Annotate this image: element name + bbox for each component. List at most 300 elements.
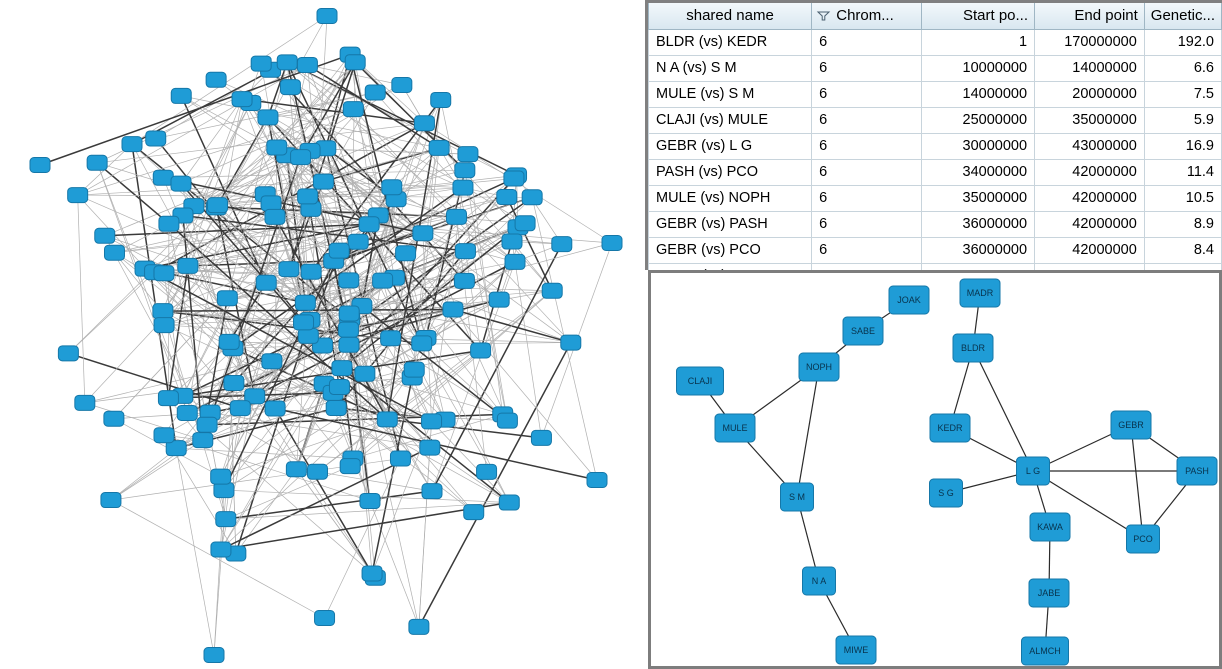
sub-network-node[interactable]: [953, 334, 993, 362]
main-network-node[interactable]: [404, 362, 424, 377]
main-network-node[interactable]: [355, 366, 375, 381]
cell-end_point[interactable]: 42000000: [1035, 211, 1145, 237]
main-network-node[interactable]: [429, 140, 449, 155]
main-network-node[interactable]: [211, 542, 231, 557]
node-rect[interactable]: [355, 366, 375, 381]
table-row[interactable]: [649, 211, 1222, 237]
sub-network-node[interactable]: [677, 367, 724, 395]
node-rect[interactable]: [317, 9, 337, 24]
table-row[interactable]: [649, 29, 1222, 55]
node-rect[interactable]: [171, 88, 191, 103]
main-network-node[interactable]: [339, 273, 359, 288]
cell-start_point[interactable]: 36000000: [921, 237, 1034, 263]
node-rect[interactable]: [177, 405, 197, 420]
column-header-shared-name[interactable]: [649, 3, 812, 29]
cell-chrom[interactable]: 6: [812, 185, 922, 211]
main-network-node[interactable]: [497, 190, 517, 205]
main-network-node[interactable]: [217, 291, 237, 306]
node-rect[interactable]: [206, 72, 226, 87]
sub-network-node[interactable]: [1017, 457, 1050, 485]
node-rect[interactable]: [87, 155, 107, 170]
cell-genetic[interactable]: 6.6: [1144, 55, 1221, 81]
node-rect[interactable]: [154, 428, 174, 443]
node-rect[interactable]: [298, 189, 318, 204]
cell-start_point[interactable]: 34000000: [921, 159, 1034, 185]
node-rect[interactable]: [412, 336, 432, 351]
node-rect[interactable]: [431, 92, 451, 107]
main-network-node[interactable]: [122, 137, 142, 152]
main-network-node[interactable]: [267, 140, 287, 155]
cell-shared_name[interactable]: BLDR (vs) KEDR: [649, 29, 812, 55]
main-network-node[interactable]: [505, 254, 525, 269]
cell-end_point[interactable]: 42000000: [1035, 185, 1145, 211]
main-network-node[interactable]: [422, 484, 442, 499]
main-network-node[interactable]: [447, 209, 467, 224]
sub-network-node[interactable]: [889, 286, 929, 314]
cell-chrom[interactable]: 6: [812, 55, 922, 81]
cell-chrom[interactable]: 6: [812, 159, 922, 185]
main-network-node[interactable]: [422, 414, 442, 429]
node-rect[interactable]: [348, 234, 368, 249]
main-network-node[interactable]: [339, 306, 359, 321]
node-rect[interactable]: [280, 80, 300, 95]
table-row[interactable]: [649, 237, 1222, 263]
cell-end_point[interactable]: 42000000: [1035, 237, 1145, 263]
filter-icon[interactable]: [818, 8, 829, 25]
sub-network-canvas[interactable]: [651, 273, 1219, 666]
main-network-node[interactable]: [261, 196, 281, 211]
cell-genetic[interactable]: 11.4: [1144, 159, 1221, 185]
cell-shared_name[interactable]: N A (vs) S M: [649, 55, 812, 81]
cell-start_point[interactable]: 25000000: [921, 107, 1034, 133]
node-rect[interactable]: [360, 493, 380, 508]
main-network-node[interactable]: [315, 610, 335, 625]
sub-network-view[interactable]: [648, 270, 1222, 669]
node-rect[interactable]: [552, 237, 572, 252]
cell-start_point[interactable]: 14000000: [921, 81, 1034, 107]
node-rect[interactable]: [339, 273, 359, 288]
main-network-node[interactable]: [154, 266, 174, 281]
sub-network-node[interactable]: [930, 479, 963, 507]
cell-start_point[interactable]: 35000000: [921, 185, 1034, 211]
main-network-node[interactable]: [177, 405, 197, 420]
cell-start_point[interactable]: 36000000: [921, 211, 1034, 237]
node-rect[interactable]: [458, 147, 478, 162]
main-network-node[interactable]: [362, 566, 382, 581]
node-rect[interactable]: [153, 170, 173, 185]
node-rect[interactable]: [489, 292, 509, 307]
node-rect[interactable]: [178, 258, 198, 273]
main-network-node[interactable]: [279, 262, 299, 277]
column-header-genetic[interactable]: [1144, 3, 1221, 29]
main-network-node[interactable]: [359, 217, 379, 232]
main-network-node[interactable]: [420, 440, 440, 455]
node-rect[interactable]: [390, 451, 410, 466]
node-rect[interactable]: [404, 362, 424, 377]
node-rect[interactable]: [464, 505, 484, 520]
main-network-node[interactable]: [502, 234, 522, 249]
node-rect[interactable]: [315, 610, 335, 625]
main-network-node[interactable]: [345, 55, 365, 70]
main-network-node[interactable]: [295, 295, 315, 310]
node-rect[interactable]: [443, 302, 463, 317]
main-network-node[interactable]: [377, 412, 397, 427]
node-rect[interactable]: [359, 217, 379, 232]
cell-end_point[interactable]: 14000000: [1035, 55, 1145, 81]
main-network-node[interactable]: [104, 245, 124, 260]
sub-network-node[interactable]: [1177, 457, 1217, 485]
node-rect[interactable]: [68, 188, 88, 203]
main-network-node[interactable]: [193, 433, 213, 448]
sub-network-node[interactable]: [803, 567, 836, 595]
node-rect[interactable]: [154, 318, 174, 333]
main-network-node[interactable]: [396, 246, 416, 261]
node-rect[interactable]: [339, 306, 359, 321]
main-network-node[interactable]: [206, 72, 226, 87]
node-rect[interactable]: [232, 92, 252, 107]
sub-network-node[interactable]: [1127, 525, 1160, 553]
main-network-node[interactable]: [412, 336, 432, 351]
node-rect[interactable]: [211, 542, 231, 557]
node-rect[interactable]: [265, 209, 285, 224]
main-network-node[interactable]: [307, 464, 327, 479]
main-network-node[interactable]: [365, 85, 385, 100]
cell-chrom[interactable]: 6: [812, 29, 922, 55]
node-rect[interactable]: [153, 304, 173, 319]
main-network-node[interactable]: [197, 417, 217, 432]
node-rect[interactable]: [197, 417, 217, 432]
node-rect[interactable]: [279, 262, 299, 277]
main-network-node[interactable]: [258, 110, 278, 125]
node-rect[interactable]: [477, 464, 497, 479]
node-rect[interactable]: [447, 209, 467, 224]
node-rect[interactable]: [294, 315, 314, 330]
node-rect[interactable]: [326, 401, 346, 416]
cell-chrom[interactable]: 6: [812, 237, 922, 263]
cell-chrom[interactable]: 6: [812, 81, 922, 107]
node-rect[interactable]: [230, 401, 250, 416]
cell-genetic[interactable]: 10.5: [1144, 185, 1221, 211]
node-rect[interactable]: [338, 322, 358, 337]
node-rect[interactable]: [298, 328, 318, 343]
node-rect[interactable]: [382, 180, 402, 195]
main-network-node[interactable]: [531, 430, 551, 445]
main-network-node[interactable]: [87, 155, 107, 170]
sub-network-node[interactable]: [1030, 513, 1070, 541]
node-rect[interactable]: [95, 228, 115, 243]
node-rect[interactable]: [502, 234, 522, 249]
node-rect[interactable]: [339, 337, 359, 352]
main-network-node[interactable]: [455, 244, 475, 259]
main-network-node[interactable]: [204, 648, 224, 663]
main-network-node[interactable]: [414, 116, 434, 131]
main-network-node[interactable]: [232, 92, 252, 107]
main-network-node[interactable]: [68, 188, 88, 203]
main-network-node[interactable]: [58, 346, 78, 361]
column-header-chromosome[interactable]: [812, 3, 922, 29]
node-rect[interactable]: [251, 56, 271, 71]
node-rect[interactable]: [420, 440, 440, 455]
main-network-node[interactable]: [587, 473, 607, 488]
cell-shared_name[interactable]: MULE (vs) NOPH: [649, 185, 812, 211]
main-network-node[interactable]: [286, 462, 306, 477]
main-network-node[interactable]: [153, 304, 173, 319]
node-rect[interactable]: [602, 236, 622, 251]
cell-start_point[interactable]: 10000000: [921, 55, 1034, 81]
main-network-node[interactable]: [291, 150, 311, 165]
results-table[interactable]: [648, 3, 1222, 290]
node-rect[interactable]: [409, 619, 429, 634]
cell-genetic[interactable]: 8.4: [1144, 237, 1221, 263]
column-header-end-point[interactable]: [1035, 3, 1145, 29]
main-network-node[interactable]: [294, 315, 314, 330]
node-rect[interactable]: [531, 430, 551, 445]
main-network-node[interactable]: [297, 57, 317, 72]
main-network-node[interactable]: [373, 273, 393, 288]
main-network-node[interactable]: [602, 236, 622, 251]
node-rect[interactable]: [587, 473, 607, 488]
cell-shared_name[interactable]: GEBR (vs) L G: [649, 133, 812, 159]
main-network-node[interactable]: [552, 237, 572, 252]
main-network-node[interactable]: [313, 174, 333, 189]
cell-shared_name[interactable]: GEBR (vs) PCO: [649, 237, 812, 263]
main-network-node[interactable]: [211, 469, 231, 484]
cell-end_point[interactable]: 43000000: [1035, 133, 1145, 159]
node-rect[interactable]: [104, 411, 124, 426]
main-network-node[interactable]: [497, 413, 517, 428]
node-rect[interactable]: [362, 566, 382, 581]
node-rect[interactable]: [365, 85, 385, 100]
table-row[interactable]: [649, 159, 1222, 185]
node-rect[interactable]: [193, 433, 213, 448]
node-rect[interactable]: [455, 163, 475, 178]
main-network-node[interactable]: [477, 464, 497, 479]
node-rect[interactable]: [329, 379, 349, 394]
main-network-node[interactable]: [262, 354, 282, 369]
main-network-node[interactable]: [455, 163, 475, 178]
node-rect[interactable]: [146, 131, 166, 146]
main-network-node[interactable]: [382, 180, 402, 195]
node-rect[interactable]: [422, 414, 442, 429]
main-network-node[interactable]: [454, 273, 474, 288]
main-network-node[interactable]: [154, 428, 174, 443]
node-rect[interactable]: [340, 459, 360, 474]
node-rect[interactable]: [171, 176, 191, 191]
node-rect[interactable]: [262, 354, 282, 369]
main-network-node[interactable]: [431, 92, 451, 107]
main-network-node[interactable]: [453, 180, 473, 195]
cell-genetic[interactable]: 5.9: [1144, 107, 1221, 133]
main-network-node[interactable]: [95, 228, 115, 243]
main-network-node[interactable]: [413, 226, 433, 241]
node-rect[interactable]: [422, 484, 442, 499]
node-rect[interactable]: [216, 512, 236, 527]
main-network-node[interactable]: [298, 328, 318, 343]
main-network-node[interactable]: [158, 391, 178, 406]
main-network-node[interactable]: [338, 322, 358, 337]
node-rect[interactable]: [214, 483, 234, 498]
node-rect[interactable]: [158, 391, 178, 406]
node-rect[interactable]: [373, 273, 393, 288]
node-rect[interactable]: [217, 291, 237, 306]
node-rect[interactable]: [497, 413, 517, 428]
main-network-node[interactable]: [561, 335, 581, 350]
main-network-node[interactable]: [171, 88, 191, 103]
node-rect[interactable]: [504, 171, 524, 186]
main-network-node[interactable]: [208, 198, 228, 213]
node-rect[interactable]: [295, 295, 315, 310]
cell-genetic[interactable]: 192.0: [1144, 29, 1221, 55]
main-network-node[interactable]: [329, 243, 349, 258]
node-rect[interactable]: [122, 137, 142, 152]
node-rect[interactable]: [307, 464, 327, 479]
node-rect[interactable]: [313, 174, 333, 189]
cell-shared_name[interactable]: PASH (vs) PCO: [649, 159, 812, 185]
main-network-node[interactable]: [443, 302, 463, 317]
node-rect[interactable]: [542, 283, 562, 298]
node-rect[interactable]: [258, 110, 278, 125]
sub-network-node[interactable]: [799, 353, 839, 381]
main-network-node[interactable]: [343, 102, 363, 117]
node-rect[interactable]: [453, 180, 473, 195]
main-network-node[interactable]: [499, 495, 519, 510]
node-rect[interactable]: [471, 343, 491, 358]
main-network-node[interactable]: [178, 258, 198, 273]
node-rect[interactable]: [101, 493, 121, 508]
cell-genetic[interactable]: 8.9: [1144, 211, 1221, 237]
node-rect[interactable]: [329, 243, 349, 258]
main-network-node[interactable]: [464, 505, 484, 520]
main-network-node[interactable]: [489, 292, 509, 307]
node-rect[interactable]: [286, 462, 306, 477]
results-table-panel[interactable]: [645, 0, 1222, 270]
node-rect[interactable]: [219, 334, 239, 349]
table-row[interactable]: [649, 133, 1222, 159]
table-row[interactable]: [649, 185, 1222, 211]
cell-start_point[interactable]: 30000000: [921, 133, 1034, 159]
cell-shared_name[interactable]: GEBR (vs) PASH: [649, 211, 812, 237]
main-network-node[interactable]: [458, 147, 478, 162]
node-rect[interactable]: [414, 116, 434, 131]
main-network-node[interactable]: [329, 379, 349, 394]
sub-network-node[interactable]: [843, 317, 883, 345]
main-network-node[interactable]: [154, 318, 174, 333]
main-network-node[interactable]: [542, 283, 562, 298]
main-network-node[interactable]: [381, 331, 401, 346]
table-row[interactable]: [649, 107, 1222, 133]
main-network-node[interactable]: [101, 493, 121, 508]
node-rect[interactable]: [499, 495, 519, 510]
main-network-node[interactable]: [326, 401, 346, 416]
cell-chrom[interactable]: 6: [812, 211, 922, 237]
main-network-node[interactable]: [230, 401, 250, 416]
node-rect[interactable]: [454, 273, 474, 288]
cell-chrom[interactable]: 6: [812, 107, 922, 133]
node-rect[interactable]: [455, 244, 475, 259]
node-rect[interactable]: [208, 198, 228, 213]
node-rect[interactable]: [261, 196, 281, 211]
main-network-node[interactable]: [339, 337, 359, 352]
node-rect[interactable]: [561, 335, 581, 350]
main-network-node[interactable]: [348, 234, 368, 249]
node-rect[interactable]: [345, 55, 365, 70]
cell-shared_name[interactable]: CLAJI (vs) MULE: [649, 107, 812, 133]
main-network-node[interactable]: [216, 512, 236, 527]
main-network-node[interactable]: [224, 375, 244, 390]
node-rect[interactable]: [154, 266, 174, 281]
cell-end_point[interactable]: 170000000: [1035, 29, 1145, 55]
main-network-node[interactable]: [360, 493, 380, 508]
main-network-node[interactable]: [75, 395, 95, 410]
cell-end_point[interactable]: 35000000: [1035, 107, 1145, 133]
node-rect[interactable]: [104, 245, 124, 260]
node-rect[interactable]: [159, 216, 179, 231]
cell-genetic[interactable]: 16.9: [1144, 133, 1221, 159]
main-network-node[interactable]: [171, 176, 191, 191]
cell-chrom[interactable]: 6: [812, 133, 922, 159]
node-rect[interactable]: [256, 275, 276, 290]
cell-genetic[interactable]: 7.5: [1144, 81, 1221, 107]
main-network-node[interactable]: [265, 209, 285, 224]
main-network-node[interactable]: [409, 619, 429, 634]
cell-end_point[interactable]: 20000000: [1035, 81, 1145, 107]
main-network-node[interactable]: [104, 411, 124, 426]
sub-network-node[interactable]: [715, 414, 755, 442]
main-network-node[interactable]: [251, 56, 271, 71]
node-rect[interactable]: [58, 346, 78, 361]
node-rect[interactable]: [332, 361, 352, 376]
node-rect[interactable]: [377, 412, 397, 427]
main-network-node[interactable]: [317, 9, 337, 24]
node-rect[interactable]: [381, 331, 401, 346]
main-network-node[interactable]: [332, 361, 352, 376]
sub-network-node[interactable]: [836, 636, 876, 664]
main-network-node[interactable]: [265, 401, 285, 416]
main-network-node[interactable]: [340, 459, 360, 474]
main-network-node[interactable]: [392, 78, 412, 93]
sub-network-node[interactable]: [1022, 637, 1069, 665]
node-rect[interactable]: [343, 102, 363, 117]
main-network-node[interactable]: [298, 189, 318, 204]
column-header-start-point[interactable]: [921, 3, 1034, 29]
main-network-node[interactable]: [30, 158, 50, 173]
node-rect[interactable]: [30, 158, 50, 173]
node-rect[interactable]: [413, 226, 433, 241]
main-network-node[interactable]: [515, 216, 535, 231]
node-rect[interactable]: [277, 55, 297, 70]
table-row[interactable]: [649, 81, 1222, 107]
cell-end_point[interactable]: 42000000: [1035, 159, 1145, 185]
node-rect[interactable]: [265, 401, 285, 416]
node-rect[interactable]: [297, 57, 317, 72]
main-network-node[interactable]: [504, 171, 524, 186]
main-network-node[interactable]: [301, 264, 321, 279]
node-rect[interactable]: [291, 150, 311, 165]
main-network-node[interactable]: [522, 190, 542, 205]
node-rect[interactable]: [497, 190, 517, 205]
sub-network-node[interactable]: [1111, 411, 1151, 439]
main-network-node[interactable]: [219, 334, 239, 349]
cell-start_point[interactable]: 1: [921, 29, 1034, 55]
sub-network-node[interactable]: [781, 483, 814, 511]
node-rect[interactable]: [211, 469, 231, 484]
cell-shared_name[interactable]: MULE (vs) S M: [649, 81, 812, 107]
node-rect[interactable]: [522, 190, 542, 205]
table-body[interactable]: [649, 29, 1222, 289]
node-rect[interactable]: [204, 648, 224, 663]
main-network-node[interactable]: [280, 80, 300, 95]
main-network-node[interactable]: [214, 483, 234, 498]
